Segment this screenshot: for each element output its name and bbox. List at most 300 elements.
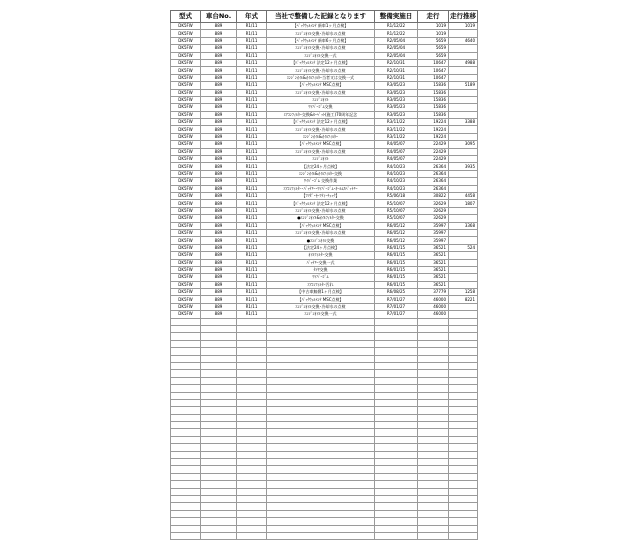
empty-cell — [375, 451, 418, 458]
cell-service-date: R6/05/12 — [375, 222, 418, 229]
cell-mileage-change — [449, 303, 478, 310]
cell-year: R1/11 — [237, 178, 267, 185]
empty-cell — [237, 392, 267, 399]
cell-mileage-change: 3095 — [449, 141, 478, 148]
empty-row — [171, 377, 478, 384]
cell-year: R1/11 — [237, 74, 267, 81]
table-row — [171, 148, 478, 155]
table-row — [171, 104, 478, 111]
empty-cell — [449, 510, 478, 517]
empty-cell — [171, 532, 201, 539]
empty-cell — [449, 362, 478, 369]
cell-description: ｴﾝｼﾞﾝｵｲﾙ交換･冷却水の点検 — [267, 30, 375, 37]
cell-chassis-no: 889 — [201, 133, 237, 140]
cell-mileage-change — [449, 274, 478, 281]
cell-year: R1/11 — [237, 111, 267, 118]
cell-mileage: 10647 — [418, 59, 449, 66]
cell-description: ｴﾝｼﾞﾝｵｲﾙ交換･冷却水の点検 — [267, 89, 375, 96]
cell-description: 【ﾊﾟｯｸｳｪﾙﾒﾝﾃ MSC点検】 — [267, 296, 375, 303]
cell-chassis-no: 889 — [201, 119, 237, 126]
empty-cell — [237, 333, 267, 340]
header-year: 年式 — [237, 11, 267, 23]
table-row — [171, 96, 478, 103]
empty-cell — [449, 326, 478, 333]
empty-cell — [237, 488, 267, 495]
empty-cell — [171, 481, 201, 488]
empty-cell — [418, 422, 449, 429]
cell-service-date: R6/01/15 — [375, 274, 418, 281]
table-row — [171, 163, 478, 170]
cell-description: ｵｲﾙﾌｨﾙﾀｰ交換 — [267, 252, 375, 259]
empty-cell — [267, 340, 375, 347]
empty-cell — [171, 503, 201, 510]
cell-model: DK5FW — [171, 30, 201, 37]
cell-description: 【ﾊﾟｯｸｳｪﾙﾒﾝﾃ 法定12ヶ月点検】 — [267, 59, 375, 66]
cell-description: ｴﾝｼﾞﾝｵｲﾙ交換･冷却水の点検 — [267, 229, 375, 236]
empty-cell — [375, 370, 418, 377]
cell-chassis-no: 889 — [201, 52, 237, 59]
cell-service-date: R1/12/22 — [375, 23, 418, 30]
cell-description: ﾜｲﾊﾟｰｺﾞﾑ交換 — [267, 104, 375, 111]
empty-cell — [375, 466, 418, 473]
empty-row — [171, 392, 478, 399]
cell-model: DK5FW — [171, 37, 201, 44]
cell-service-date: R4/10/23 — [375, 170, 418, 177]
empty-cell — [201, 340, 237, 347]
cell-service-date: R5/10/07 — [375, 207, 418, 214]
cell-mileage: 1019 — [418, 23, 449, 30]
empty-cell — [237, 532, 267, 539]
cell-mileage-change: 8221 — [449, 296, 478, 303]
empty-cell — [418, 333, 449, 340]
cell-chassis-no: 889 — [201, 192, 237, 199]
cell-chassis-no: 889 — [201, 126, 237, 133]
empty-cell — [449, 466, 478, 473]
cell-year: R1/11 — [237, 156, 267, 163]
cell-mileage-change — [449, 252, 478, 259]
cell-chassis-no: 889 — [201, 281, 237, 288]
cell-year: R1/11 — [237, 281, 267, 288]
cell-chassis-no: 889 — [201, 289, 237, 296]
empty-row — [171, 385, 478, 392]
empty-cell — [237, 318, 267, 325]
empty-cell — [267, 510, 375, 517]
cell-description: 【ﾍﾟｯｸｳｪﾙﾒﾝﾃ 新車1ヶ月点検】 — [267, 23, 375, 30]
cell-model: DK5FW — [171, 185, 201, 192]
cell-mileage: 1019 — [418, 30, 449, 37]
table-row — [171, 141, 478, 148]
cell-mileage-change — [449, 67, 478, 74]
table-row — [171, 111, 478, 118]
empty-row — [171, 444, 478, 451]
table-row — [171, 67, 478, 74]
empty-row — [171, 436, 478, 443]
cell-mileage: 46000 — [418, 311, 449, 318]
cell-mileage: 15836 — [418, 111, 449, 118]
empty-cell — [237, 503, 267, 510]
empty-cell — [449, 525, 478, 532]
empty-cell — [201, 525, 237, 532]
empty-cell — [171, 392, 201, 399]
empty-cell — [449, 429, 478, 436]
empty-cell — [375, 488, 418, 495]
cell-model: DK5FW — [171, 207, 201, 214]
empty-cell — [449, 488, 478, 495]
cell-mileage-change: 3935 — [449, 163, 478, 170]
cell-model: DK5FW — [171, 67, 201, 74]
cell-mileage-change — [449, 311, 478, 318]
cell-mileage-change: 5189 — [449, 82, 478, 89]
cell-chassis-no: 889 — [201, 229, 237, 236]
empty-cell — [201, 362, 237, 369]
cell-description: ｴﾝｼﾞﾝｵｲﾙ — [267, 156, 375, 163]
cell-year: R1/11 — [237, 104, 267, 111]
table-row — [171, 185, 478, 192]
cell-service-date: R2/10/31 — [375, 67, 418, 74]
empty-cell — [237, 518, 267, 525]
empty-row — [171, 326, 478, 333]
cell-mileage-change — [449, 229, 478, 236]
cell-chassis-no: 889 — [201, 311, 237, 318]
empty-cell — [237, 407, 267, 414]
empty-cell — [171, 451, 201, 458]
cell-chassis-no: 889 — [201, 89, 237, 96]
cell-model: DK5FW — [171, 111, 201, 118]
cell-year: R1/11 — [237, 59, 267, 66]
empty-cell — [418, 399, 449, 406]
table-row — [171, 266, 478, 273]
empty-cell — [171, 355, 201, 362]
empty-row — [171, 466, 478, 473]
empty-row — [171, 407, 478, 414]
cell-service-date: R6/01/15 — [375, 266, 418, 273]
table-row — [171, 303, 478, 310]
empty-row — [171, 451, 478, 458]
cell-model: DK5FW — [171, 244, 201, 251]
table-row — [171, 259, 478, 266]
cell-model: DK5FW — [171, 163, 201, 170]
cell-mileage: 30822 — [418, 192, 449, 199]
empty-cell — [449, 503, 478, 510]
cell-model: DK5FW — [171, 274, 201, 281]
cell-mileage: 36521 — [418, 259, 449, 266]
cell-year: R1/11 — [237, 296, 267, 303]
cell-mileage-change: 4988 — [449, 59, 478, 66]
empty-cell — [449, 518, 478, 525]
cell-description: ｴﾝｼﾞﾝｵｲﾙ交換･冷却水の点検 — [267, 126, 375, 133]
empty-cell — [449, 385, 478, 392]
cell-mileage: 5659 — [418, 45, 449, 52]
empty-cell — [171, 518, 201, 525]
cell-model: DK5FW — [171, 104, 201, 111]
empty-cell — [237, 429, 267, 436]
cell-service-date: R6/05/12 — [375, 229, 418, 236]
cell-year: R1/11 — [237, 170, 267, 177]
cell-mileage: 36521 — [418, 244, 449, 251]
cell-chassis-no: 889 — [201, 274, 237, 281]
cell-model: DK5FW — [171, 141, 201, 148]
cell-mileage-change — [449, 178, 478, 185]
empty-cell — [449, 348, 478, 355]
empty-cell — [171, 444, 201, 451]
empty-cell — [171, 348, 201, 355]
empty-cell — [267, 518, 375, 525]
cell-service-date: R4/05/07 — [375, 156, 418, 163]
empty-cell — [201, 370, 237, 377]
empty-cell — [201, 436, 237, 443]
empty-cell — [201, 385, 237, 392]
cell-chassis-no: 889 — [201, 111, 237, 118]
cell-description: ｴﾝｼﾞﾝｵｲﾙ交換･冷却水の点検 — [267, 45, 375, 52]
table-row — [171, 52, 478, 59]
empty-row — [171, 518, 478, 525]
cell-chassis-no: 889 — [201, 59, 237, 66]
cell-year: R1/11 — [237, 207, 267, 214]
empty-cell — [267, 348, 375, 355]
cell-chassis-no: 889 — [201, 215, 237, 222]
cell-description: ｴﾝｼﾞﾝｵｲﾙ — [267, 96, 375, 103]
cell-service-date: R3/05/23 — [375, 89, 418, 96]
empty-cell — [267, 318, 375, 325]
cell-mileage-change: 3368 — [449, 222, 478, 229]
empty-cell — [201, 318, 237, 325]
cell-service-date: R6/01/15 — [375, 252, 418, 259]
cell-mileage-change — [449, 104, 478, 111]
empty-row — [171, 422, 478, 429]
empty-cell — [449, 414, 478, 421]
cell-mileage: 35997 — [418, 237, 449, 244]
cell-model: DK5FW — [171, 222, 201, 229]
cell-service-date: R4/10/23 — [375, 178, 418, 185]
cell-description: 【ﾏﾂﾀﾞ･ｾｰﾌﾃｨｰﾁｪｯｸ】 — [267, 192, 375, 199]
cell-mileage-change — [449, 89, 478, 96]
empty-cell — [267, 422, 375, 429]
empty-cell — [418, 392, 449, 399]
table-row — [171, 252, 478, 259]
cell-chassis-no: 889 — [201, 82, 237, 89]
empty-cell — [449, 481, 478, 488]
cell-description: 【ﾍﾟｯｸｳｪﾙﾒﾝﾃ 新車6ヶ月点検】 — [267, 37, 375, 44]
empty-cell — [449, 370, 478, 377]
cell-model: DK5FW — [171, 74, 201, 81]
empty-cell — [375, 362, 418, 369]
cell-year: R1/11 — [237, 89, 267, 96]
empty-cell — [449, 532, 478, 539]
cell-model: DK5FW — [171, 281, 201, 288]
empty-cell — [201, 399, 237, 406]
cell-mileage-change — [449, 237, 478, 244]
cell-description: 【ﾊﾟｯｸｳｪﾙﾒﾝﾃ 法定12ヶ月点検】 — [267, 200, 375, 207]
header-chassis-no: 車台No. — [201, 11, 237, 23]
cell-model: DK5FW — [171, 89, 201, 96]
empty-row — [171, 362, 478, 369]
empty-cell — [201, 518, 237, 525]
cell-model: DK5FW — [171, 237, 201, 244]
empty-cell — [267, 355, 375, 362]
table-row — [171, 289, 478, 296]
cell-chassis-no: 889 — [201, 296, 237, 303]
cell-description: ●ｴﾝｼﾞﾝｵｲﾙ交換 — [267, 237, 375, 244]
cell-mileage: 15836 — [418, 104, 449, 111]
empty-cell — [418, 385, 449, 392]
table-row — [171, 30, 478, 37]
empty-cell — [375, 399, 418, 406]
empty-cell — [171, 510, 201, 517]
empty-cell — [375, 348, 418, 355]
cell-year: R1/11 — [237, 141, 267, 148]
table-row — [171, 178, 478, 185]
cell-description: ｴﾝｼﾞﾝｵｲﾙ交換一式 — [267, 311, 375, 318]
empty-cell — [267, 377, 375, 384]
empty-cell — [237, 510, 267, 517]
empty-cell — [201, 422, 237, 429]
empty-cell — [418, 370, 449, 377]
cell-model: DK5FW — [171, 52, 201, 59]
cell-mileage-change — [449, 170, 478, 177]
empty-cell — [237, 385, 267, 392]
cell-description: 【中古車無償1ヶ月点検】 — [267, 289, 375, 296]
cell-model: DK5FW — [171, 156, 201, 163]
empty-row — [171, 340, 478, 347]
cell-service-date: R6/08/25 — [375, 289, 418, 296]
cell-mileage-change — [449, 281, 478, 288]
cell-model: DK5FW — [171, 170, 201, 177]
cell-description: 【法定24ヶ月点検】 — [267, 163, 375, 170]
empty-cell — [418, 496, 449, 503]
cell-mileage: 36521 — [418, 274, 449, 281]
empty-cell — [375, 340, 418, 347]
table-row — [171, 59, 478, 66]
empty-cell — [267, 525, 375, 532]
cell-model: DK5FW — [171, 178, 201, 185]
empty-row — [171, 503, 478, 510]
empty-cell — [171, 370, 201, 377]
empty-cell — [171, 496, 201, 503]
empty-cell — [201, 444, 237, 451]
empty-cell — [201, 488, 237, 495]
table-row — [171, 215, 478, 222]
table-row — [171, 192, 478, 199]
empty-cell — [375, 326, 418, 333]
empty-cell — [171, 340, 201, 347]
cell-description: ｴｱｺﾝﾌｨﾙﾀｰ･ﾊﾞｯﾃﾘｰ･ﾜｲﾊﾟｰｺﾞﾑ･ｷｰﾙﾑｽﾍﾞｯﾄﾘｰ — [267, 185, 375, 192]
cell-year: R1/11 — [237, 45, 267, 52]
cell-model: DK5FW — [171, 229, 201, 236]
empty-cell — [418, 326, 449, 333]
empty-cell — [375, 436, 418, 443]
cell-mileage: 46000 — [418, 303, 449, 310]
cell-description: ｴﾝｼﾞﾝｵｲﾙ&ｵｲﾙﾌｨﾙﾀｰ当者又は交換一式 — [267, 74, 375, 81]
empty-cell — [201, 503, 237, 510]
empty-cell — [267, 392, 375, 399]
empty-cell — [418, 362, 449, 369]
empty-cell — [237, 348, 267, 355]
table-row — [171, 119, 478, 126]
cell-mileage: 46000 — [418, 296, 449, 303]
empty-cell — [267, 451, 375, 458]
table-body — [171, 23, 478, 540]
cell-mileage: 19224 — [418, 126, 449, 133]
cell-service-date: R3/05/23 — [375, 82, 418, 89]
empty-cell — [171, 422, 201, 429]
cell-year: R1/11 — [237, 67, 267, 74]
cell-model: DK5FW — [171, 126, 201, 133]
empty-cell — [449, 459, 478, 466]
cell-mileage-change — [449, 96, 478, 103]
table-row — [171, 222, 478, 229]
empty-cell — [201, 429, 237, 436]
maintenance-record-sheet — [170, 10, 477, 540]
empty-cell — [201, 407, 237, 414]
table-row — [171, 229, 478, 236]
cell-chassis-no: 889 — [201, 141, 237, 148]
empty-cell — [267, 466, 375, 473]
empty-cell — [267, 488, 375, 495]
cell-service-date: R6/01/15 — [375, 259, 418, 266]
cell-mileage: 26364 — [418, 170, 449, 177]
cell-mileage-change: 4458 — [449, 192, 478, 199]
empty-row — [171, 481, 478, 488]
cell-description: ｴﾝｼﾞﾝｵｲﾙ交換･冷却水の点検 — [267, 148, 375, 155]
cell-year: R1/11 — [237, 266, 267, 273]
cell-service-date: R5/10/07 — [375, 215, 418, 222]
cell-mileage: 19224 — [418, 133, 449, 140]
cell-model: DK5FW — [171, 133, 201, 140]
empty-cell — [171, 488, 201, 495]
cell-year: R1/11 — [237, 96, 267, 103]
table-row — [171, 170, 478, 177]
cell-chassis-no: 889 — [201, 45, 237, 52]
cell-year: R1/11 — [237, 215, 267, 222]
cell-chassis-no: 889 — [201, 74, 237, 81]
empty-cell — [237, 377, 267, 384]
cell-chassis-no: 889 — [201, 156, 237, 163]
empty-cell — [237, 496, 267, 503]
cell-year: R1/11 — [237, 133, 267, 140]
empty-cell — [375, 429, 418, 436]
empty-cell — [418, 355, 449, 362]
empty-cell — [171, 436, 201, 443]
cell-year: R1/11 — [237, 222, 267, 229]
empty-cell — [267, 496, 375, 503]
table-row — [171, 156, 478, 163]
cell-mileage: 36521 — [418, 266, 449, 273]
cell-model: DK5FW — [171, 266, 201, 273]
cell-year: R1/11 — [237, 52, 267, 59]
cell-model: DK5FW — [171, 192, 201, 199]
header-mileage-change: 走行推移 — [449, 11, 478, 23]
cell-year: R1/11 — [237, 303, 267, 310]
cell-year: R1/11 — [237, 185, 267, 192]
cell-service-date: R3/11/22 — [375, 126, 418, 133]
empty-cell — [375, 392, 418, 399]
cell-mileage: 26364 — [418, 163, 449, 170]
cell-model: DK5FW — [171, 259, 201, 266]
cell-mileage-change: 1807 — [449, 200, 478, 207]
empty-cell — [171, 333, 201, 340]
cell-service-date: R5/10/07 — [375, 200, 418, 207]
empty-cell — [171, 414, 201, 421]
table-row — [171, 82, 478, 89]
empty-cell — [449, 496, 478, 503]
table-row — [171, 45, 478, 52]
cell-description: ｴﾝｼﾞﾝｵｲﾙ交換･冷却水の点検 — [267, 207, 375, 214]
cell-mileage-change — [449, 30, 478, 37]
empty-cell — [375, 532, 418, 539]
empty-cell — [267, 532, 375, 539]
empty-cell — [201, 326, 237, 333]
cell-description: ﾊﾞｯﾃﾘｰ交換一式 — [267, 259, 375, 266]
